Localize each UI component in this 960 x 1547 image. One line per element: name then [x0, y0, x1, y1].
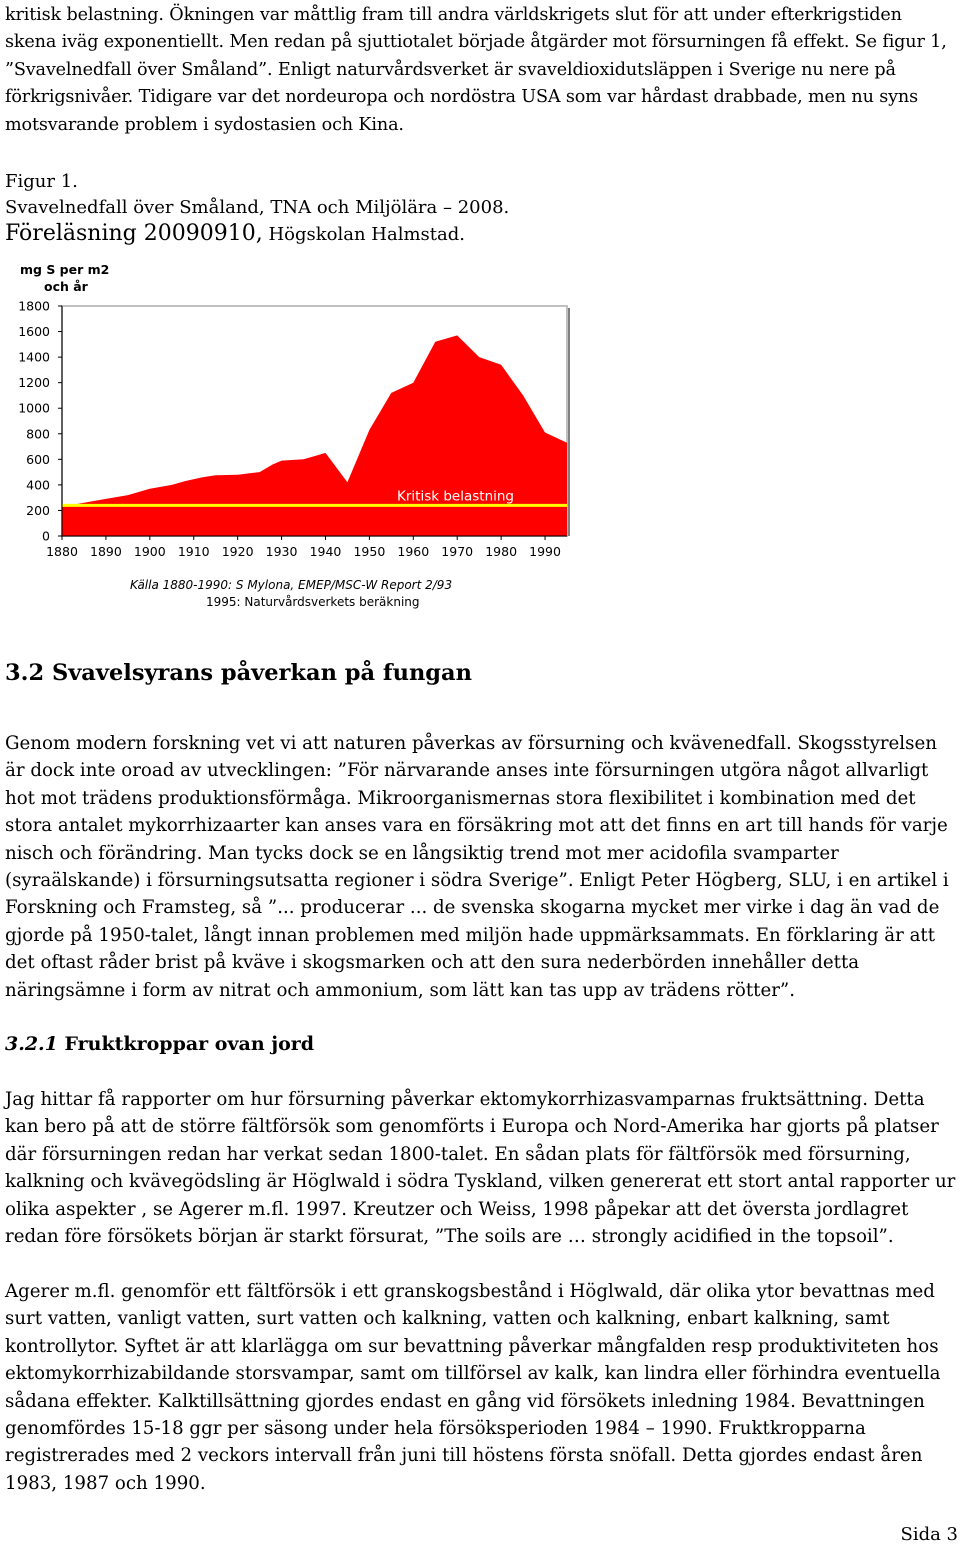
intro-paragraph: kritisk belastning. Ökningen var måttlig fram till andra världskrigets slut för att under efterkrigstiden skena iväg exponentiellt. Men redan på sjuttiotalet började åtgärder mot försurningen få effekt. Se figur 1, ”Svavelnedfall över Småland”. Enligt naturvårdsverket är svaveldioxidutsläppen i Sverige nu nere på förkrigsnivåer. Tidigare var det nordeuropa och nordöstra USA som var hårdast drabbade, men nu syns motsvarande problem i sydostasien och Kina. — [5, 5, 947, 135]
source-line-2: 1995: Naturvårdsverkets beräkning — [206, 595, 420, 609]
x-tick-label: 1920 — [221, 544, 254, 559]
y-axis-label-line-2: och år — [44, 279, 88, 294]
x-tick-label: 1890 — [90, 544, 122, 559]
section-3-2-1-paragraph-2: Agerer m.fl. genomför ett fältförsök i ett granskogsbestånd i Höglwald, där olika ytor bevattnas med surt vatten, vanligt vatten, surt vatten och kalkning, vatten och kalkning, enbart kalkning, samt kontrollytor. Syftet är att klarlägga om sur bevattning påverkar mångfalden resp produktiviteten hos ektomykorrhizabildande storsvampar, samt om tillförsel av kalk, kan lindra eller förhindra eventuella sådana effekter. Kalktillsättning gjordes endast en gång vid försökets inledning 1984. Bevattningen genomfördes 15-18 ggr per säsong under hela försöksperioden 1984 – 1990. Fruktkropparna registrerades med 2 veckors intervall från juni till höstens första snöfall. Detta gjordes endast åren 1983, 1987 och 1990. — [5, 1281, 941, 1494]
y-tick-label: 400 — [26, 477, 50, 493]
x-tick-label: 1990 — [529, 544, 561, 559]
y-tick-label: 600 — [26, 451, 50, 467]
x-tick-label: 1880 — [46, 544, 78, 559]
section-3-2-1-paragraph-1: Jag hittar få rapporter om hur försurning påverkar ektomykorrhizasvamparnas fruktsättning. Detta kan bero på att de större fältförsök som genomförts i Europa och Nord-Amerika har gjorts på platser där försurningen redan har verkat sedan 1800-talet. En sådan plats för fältförsök med försurning, kalkning och kvävegödsling är Höglwald i södra Tyskland, vilken genererat ett stort antal rapporter ur olika aspekter , se Agerer m.fl. 1997. Kreutzer och Weiss, 1998 påpekar att det översta jordlagret redan före försökets början är starkt försurat, ”The soils are … strongly acidified in the topsoil”. — [5, 1089, 956, 1248]
plot-area — [18, 299, 569, 560]
x-tick-label: 1930 — [265, 544, 298, 559]
figure-lecture — [5, 222, 465, 247]
y-axis-label-line-1: mg S per m2 — [20, 262, 110, 277]
y-tick-label: 1200 — [18, 375, 50, 391]
critical-load-label: Kritisk belastning — [397, 488, 514, 505]
section-3-2-1-heading — [5, 1031, 314, 1057]
x-tick-label: 1900 — [133, 544, 166, 559]
x-tick-label: 1980 — [485, 544, 518, 559]
y-tick-label: 1800 — [18, 298, 50, 314]
figure-label: Figur 1. — [5, 171, 78, 192]
section-title: Fruktkroppar ovan jord — [64, 1033, 315, 1055]
page-number: Sida 3 — [900, 1524, 958, 1545]
x-tick-label: 1970 — [441, 544, 474, 559]
section-3-2-paragraph: Genom modern forskning vet vi att naturen påverkas av försurning och kvävenedfall. Skogsstyrelsen är dock inte oroad av utvecklingen: ”För närvarande anses inte försurningen utgöra något allvarligt hot mot trädens produktionsförmåga. Mikroorganismernas stora flexibilitet i kombination med det stora antalet mykorrhizaarter kan anses vara en försäkring mot att det finns en art till hands för varje nisch och förändring. Man tycks dock se en långsiktig trend mot mer acidofila svamparter (syraälskande) i försurningsutsatta regioner i södra Sverige”. Enligt Peter Högberg, SLU, i en artikel i Forskning och Framsteg, så ”... producerar ... de svenska skogarna mycket mer virke i dag än vad de gjorde på 1950-talet, långt innan problemen med miljön hade uppmärksammats. En förklaring är att det oftast råder brist på kväve i skogsmarken och att den sura nederbörden innehåller detta näringsämne i form av nitrat och ammonium, som lätt kan tas upp av trädens rötter”. — [5, 733, 949, 1001]
x-tick-label: 1940 — [309, 544, 342, 559]
y-tick-label: 1000 — [18, 400, 50, 416]
lecture-place: Högskolan Halmstad. — [268, 224, 465, 245]
figure-caption: Svavelnedfall över Småland, TNA och Miljölära – 2008. — [5, 197, 510, 218]
y-tick-label: 0 — [42, 528, 50, 544]
section-number: 3.2.1 — [5, 1033, 58, 1055]
source-line-1: Källa 1880-1990: S Mylona, EMEP/MSC-W Report 2/93 — [130, 578, 453, 592]
lecture-prefix: Föreläsning 20090910, — [5, 221, 263, 246]
y-tick-label: 800 — [26, 426, 50, 442]
sulfur-deposition-chart — [0, 258, 600, 618]
section-3-2-heading: 3.2 Svavelsyrans påverkan på fungan — [5, 660, 472, 686]
x-tick-label: 1950 — [353, 544, 386, 559]
y-tick-label: 1600 — [18, 324, 50, 340]
x-tick-label: 1960 — [397, 544, 430, 559]
x-tick-label: 1910 — [177, 544, 210, 559]
y-tick-label: 200 — [26, 502, 50, 518]
y-tick-label: 1400 — [18, 349, 50, 365]
